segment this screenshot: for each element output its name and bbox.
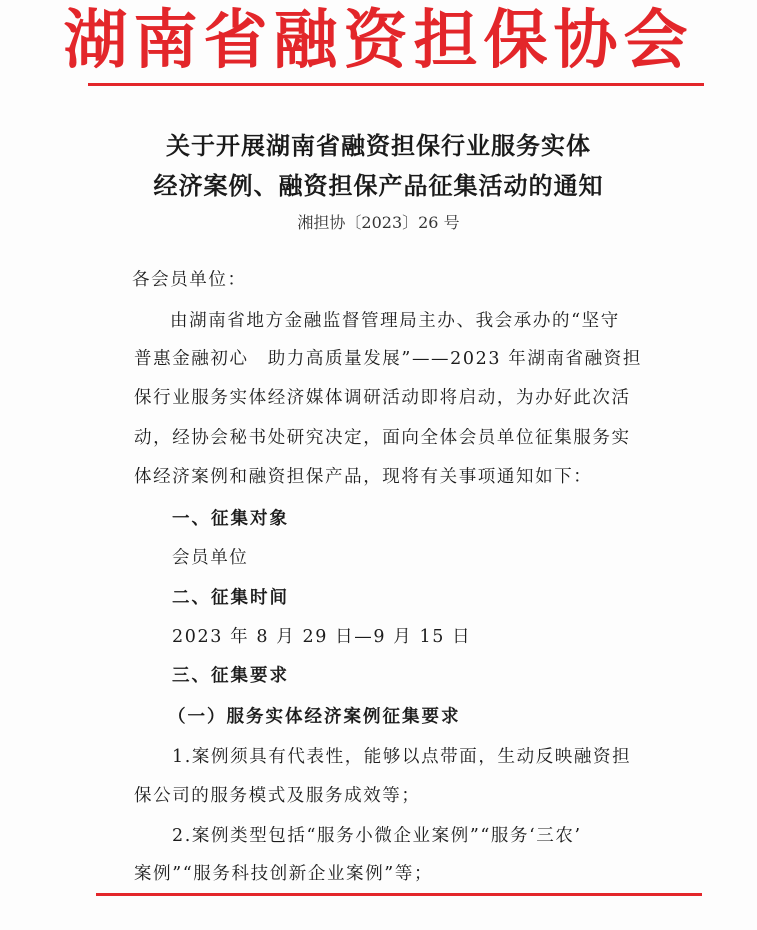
- section-3-heading: 三、征集要求: [172, 666, 289, 686]
- section-2-heading: 二、征集时间: [172, 588, 289, 608]
- intro-line-1: 由湖南省地方金融监督管理局主办、我会承办的“坚守: [170, 311, 620, 331]
- item-1-line-1: 1.案例须具有代表性，能够以点带面，生动反映融资担: [172, 747, 632, 767]
- section-1-heading: 一、征集对象: [172, 509, 289, 529]
- item-2-line-2: 案例”“服务科技创新企业案例”等；: [134, 864, 434, 884]
- intro-line-5: 体经济案例和融资担保产品，现将有关事项通知如下：: [134, 467, 593, 487]
- letterhead-red-rule: [88, 83, 704, 86]
- document-number: 湘担协〔2023〕26 号: [297, 213, 460, 232]
- footer-red-rule: [96, 893, 702, 896]
- item-1-line-2: 保公司的服务模式及服务成效等；: [134, 786, 421, 806]
- section-2-body: 2023 年 8 月 29 日—9 月 15 日: [172, 627, 472, 647]
- section-1-body: 会员单位: [172, 548, 249, 568]
- intro-line-3: 保行业服务实体经济媒体调研活动即将启动，为办好此次活: [134, 388, 631, 408]
- intro-line-2: 普惠金融初心 助力高质量发展”——2023 年湖南省融资担: [134, 349, 642, 369]
- notice-title-line-1: 关于开展湖南省融资担保行业服务实体: [166, 132, 591, 160]
- intro-line-4: 动，经协会秘书处研究决定，面向全体会员单位征集服务实: [134, 428, 631, 448]
- section-3-subheading: （一）服务实体经济案例征集要求: [168, 707, 461, 727]
- notice-title-line-2: 经济案例、融资担保产品征集活动的通知: [153, 172, 604, 200]
- item-2-line-1: 2.案例类型包括“服务小微企业案例”“服务‘三农’: [172, 826, 582, 846]
- letterhead-title: 湖南省融资担保协会: [63, 3, 694, 78]
- salutation: 各会员单位：: [132, 270, 247, 290]
